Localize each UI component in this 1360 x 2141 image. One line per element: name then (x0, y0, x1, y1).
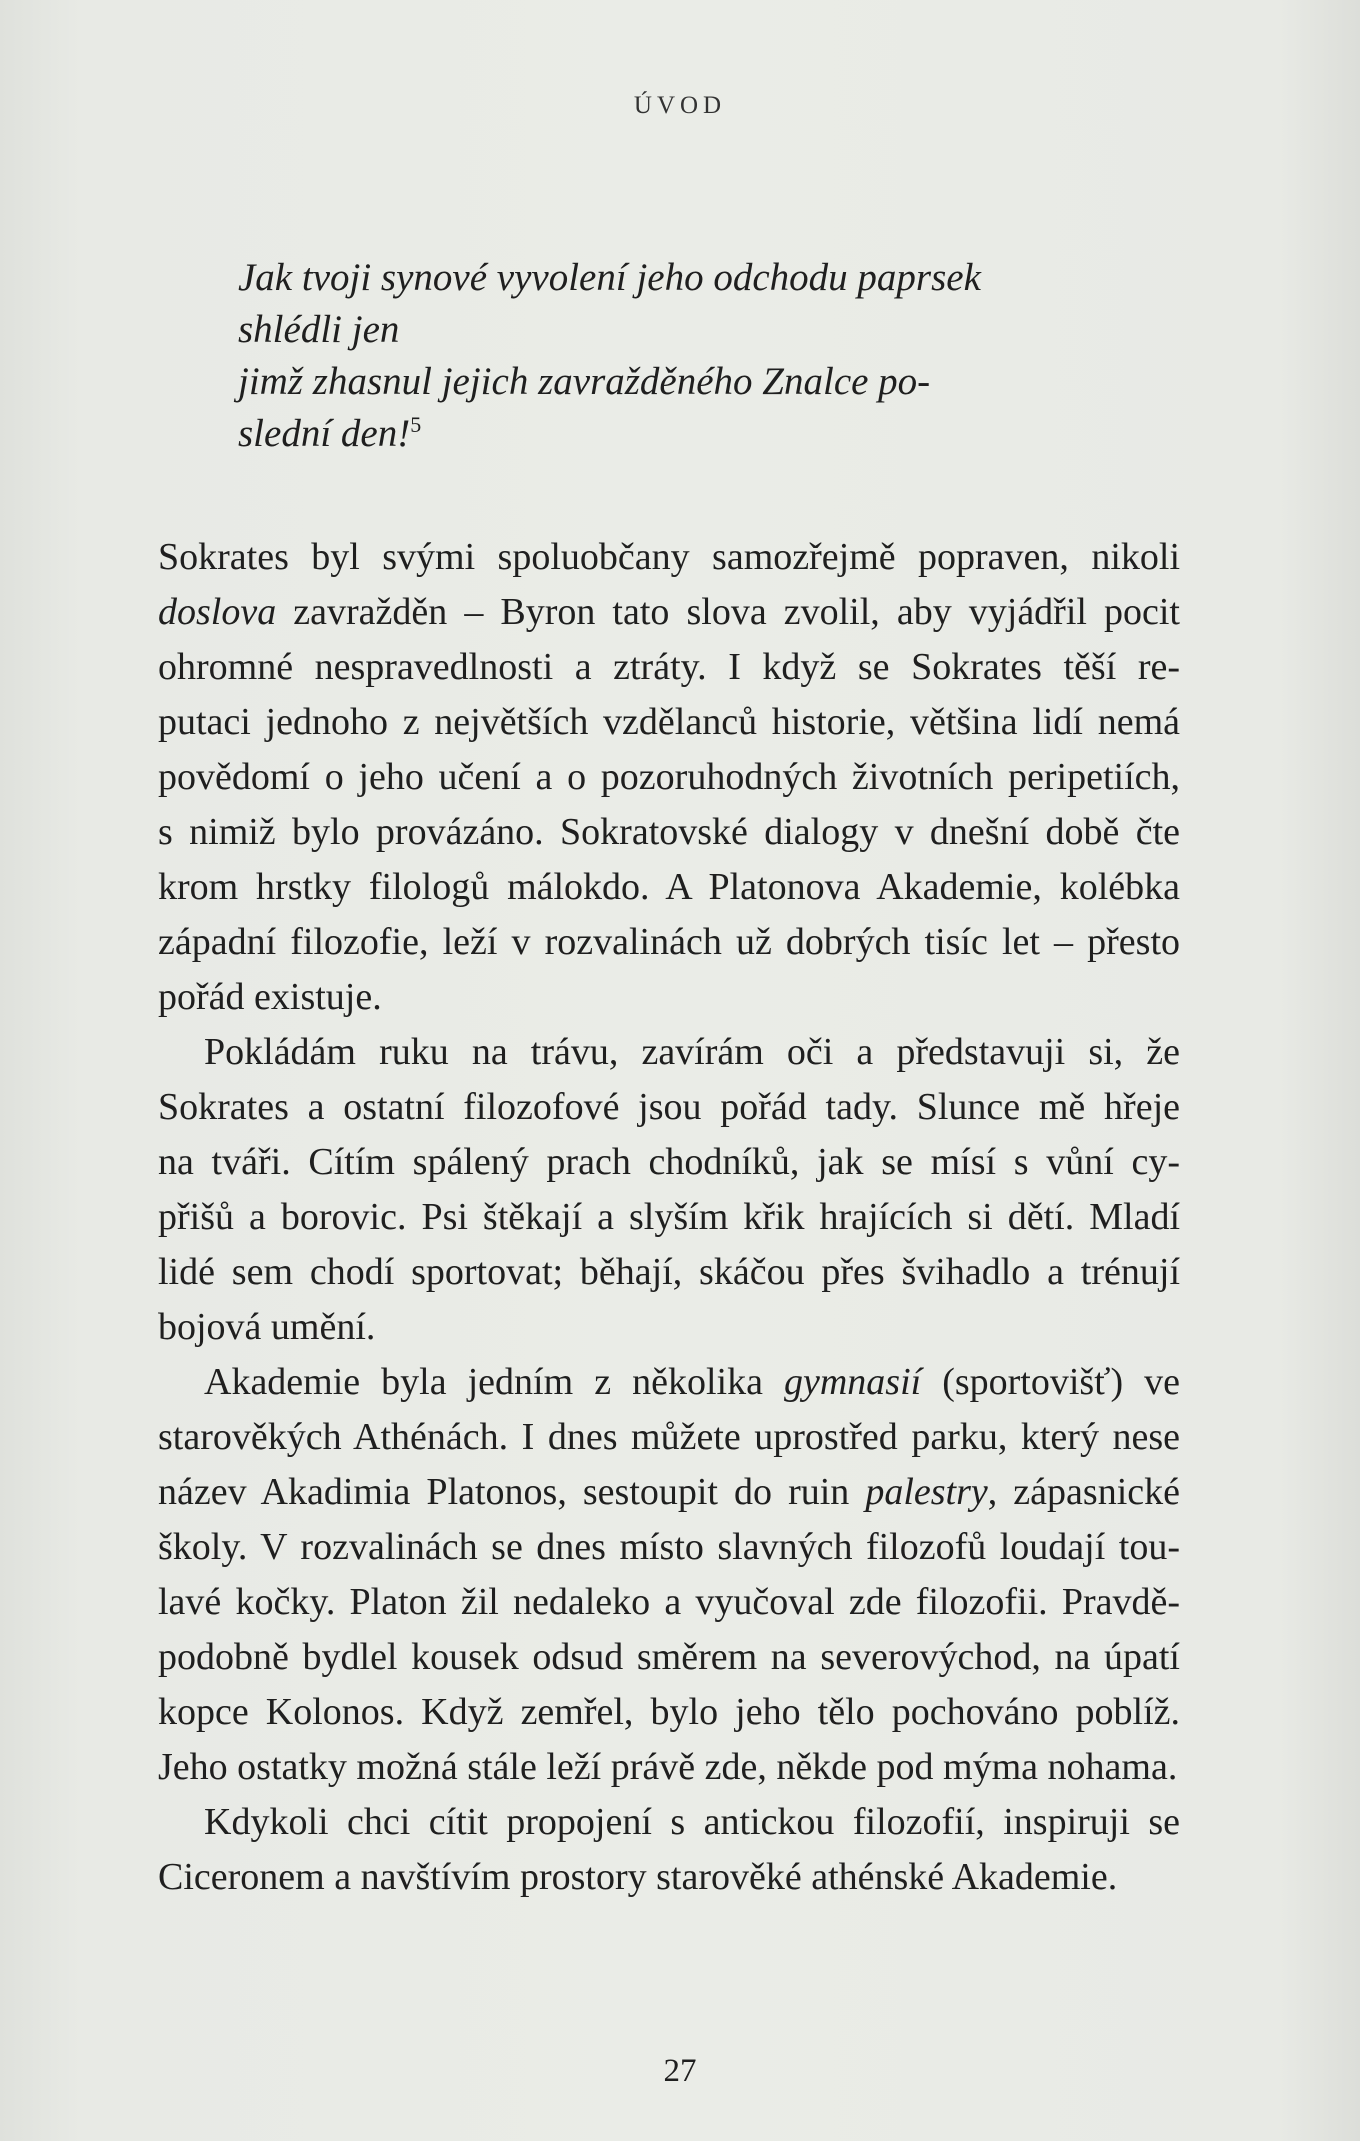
paragraph-2 (158, 1025, 1180, 1355)
text-line: podobně bydlel kousek odsud směrem na severovýchod, na úpatí (158, 1636, 1180, 1678)
verse-line: Jak tvoji synové vyvolení jeho odchodu paprsek (238, 256, 981, 299)
italic-word: gymnasií (783, 1361, 922, 1403)
body-text (158, 530, 1180, 1905)
text-line: lidé sem chodí sportovat; běhají, skáčou přes švihadlo a trénují (158, 1251, 1180, 1293)
verse-line-last (238, 408, 1138, 460)
text-line: lavé kočky. Platon žil nedaleko a vyučoval zde filozofii. Pravdě- (158, 1581, 1180, 1623)
text-line: ohromné nespravedlnosti a ztráty. I když se Sokrates těší re- (158, 646, 1180, 688)
verse-line: jimž zhasnul jejich zavražděného Znalce po- (238, 360, 931, 403)
verse-quote (238, 252, 1138, 460)
verse-line-text: slední den! (238, 412, 411, 455)
text-line: přišů a borovic. Psi štěkají a slyším křik hrajících si dětí. Mladí (158, 1196, 1180, 1238)
page-number: 27 (663, 2053, 697, 2089)
italic-word: palestry (865, 1471, 988, 1513)
text-line: Sokrates byl svými spoluobčany samozřejmě popraven, nikoli (158, 536, 1180, 578)
text-line: starověkých Athénách. I dnes můžete uprostřed parku, který nese (158, 1416, 1180, 1458)
text-line: kopce Kolonos. Když zemřel, bylo jeho tělo pochováno poblíž. (158, 1691, 1180, 1733)
text-line: západní filozofie, leží v rozvalinách už dobrých tisíc let – přesto (158, 921, 1180, 963)
text-segment: (sportovišť) ve (921, 1361, 1180, 1403)
text-line (158, 1465, 1180, 1520)
text-line: pořád existuje. (158, 976, 382, 1018)
text-segment: Akademie byla jedním z několika (204, 1361, 784, 1403)
text-line: Sokrates a ostatní filozofové jsou pořád tady. Slunce mě hřeje (158, 1086, 1180, 1128)
footnote-mark: 5 (410, 412, 422, 437)
text-line: Pokládám ruku na trávu, zavírám oči a představuji si, že (204, 1031, 1180, 1073)
italic-word: doslova (158, 591, 277, 633)
text-line: bojová umění. (158, 1306, 376, 1348)
running-head: ÚVOD (633, 92, 727, 119)
paragraph-4 (158, 1795, 1180, 1905)
text-line-rest: zavražděn – Byron tato slova zvolil, aby vyjádřil pocit (276, 591, 1180, 633)
paragraph-1 (158, 530, 1180, 1025)
text-segment: název Akadimia Platonos, sestoupit do ruin (158, 1471, 866, 1513)
text-line: putaci jednoho z největších vzdělanců historie, většina lidí nemá (158, 701, 1180, 743)
text-line: povědomí o jeho učení a o pozoruhodných životních peripetiích, (158, 756, 1180, 798)
text-line: Jeho ostatky možná stále leží právě zde, někde pod mýma nohama. (158, 1746, 1178, 1788)
text-line (158, 1355, 1180, 1410)
text-line: Kdykoli chci cítit propojení s antickou filozofií, inspiruji se (204, 1801, 1180, 1843)
text-line: školy. V rozvalinách se dnes místo slavných filozofů loudají tou- (158, 1526, 1180, 1568)
text-line: Ciceronem a navštívím prostory starověké athénské Akademie. (158, 1856, 1118, 1898)
paragraph-3 (158, 1355, 1180, 1795)
text-line: s nimiž bylo provázáno. Sokratovské dialogy v dnešní době čte (158, 811, 1180, 853)
verse-line: shlédli jen (238, 308, 400, 351)
text-line: na tváři. Cítím spálený prach chodníků, jak se mísí s vůní cy- (158, 1141, 1180, 1183)
text-segment: , zápasnické (987, 1471, 1180, 1513)
text-line: krom hrstky filologů málokdo. A Platonova Akademie, kolébka (158, 866, 1180, 908)
text-line (158, 585, 1180, 640)
